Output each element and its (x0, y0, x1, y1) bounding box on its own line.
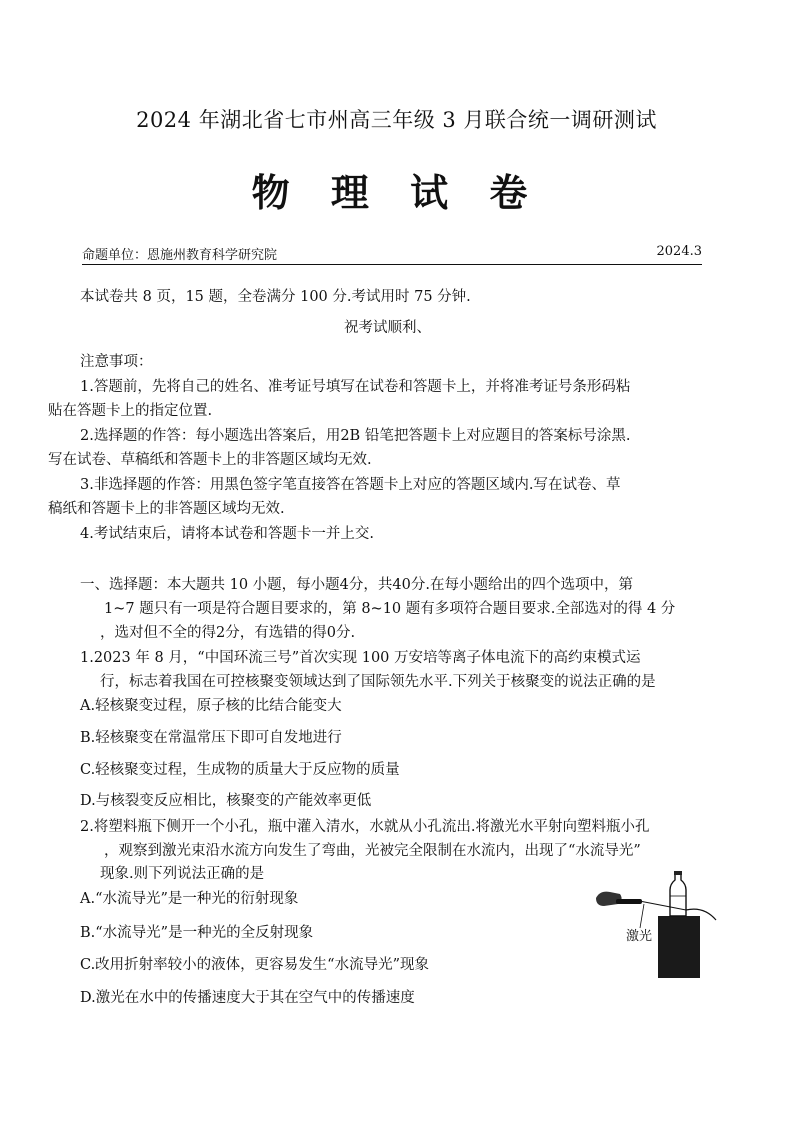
question-stem-cont: 现象.则下列说法正确的是 (100, 866, 265, 882)
option: B.轻核聚变在常温常压下即可自发地进行 (80, 730, 342, 746)
notice-item: 1.答题前，先将自己的姓名、准考证号填写在试卷和答题卡上，并将准考证号条形码粘 (80, 379, 631, 395)
good-luck-wish: 祝考试顺利、 (344, 320, 431, 336)
notice-item: 3.非选择题的作答：用黑色签字笔直接答在答题卡上对应的答题区域内.写在试卷、草 (80, 477, 621, 493)
question-stem-cont: 行，标志着我国在可控核聚变领域达到了国际领先水平.下列关于核聚变的说法正确的是 (100, 674, 656, 690)
author-unit: 命题单位：恩施州教育科学研究院 (82, 248, 278, 263)
option: B.“水流导光”是一种光的全反射现象 (80, 925, 314, 941)
laser-label: 激光 (626, 929, 653, 944)
notice-item-cont: 写在试卷、草稿纸和答题卡上的非答题区域均无效. (48, 452, 372, 468)
question-stem-cont: ，观察到激光束沿水流方向发生了弯曲，光被完全限制在水流内，出现了“水流导光” (104, 843, 641, 859)
question-stem: 2.将塑料瓶下侧开一个小孔，瓶中灌入清水，水就从小孔流出.将激光水平射向塑料瓶小孔 (80, 819, 650, 835)
subject-title: 物 理 试 卷 (251, 170, 542, 215)
notice-title: 注意事项： (80, 354, 153, 370)
exam-date: 2024.3 (656, 244, 702, 259)
exam-title: 2024 年湖北省七市州高三年级 3 月联合统一调研测试 (136, 108, 657, 132)
option: A.“水流导光”是一种光的衍射现象 (80, 891, 299, 907)
notice-item: 4.考试结束后，请将本试卷和答题卡一并上交. (80, 526, 374, 542)
option: A.轻核聚变过程，原子核的比结合能变大 (80, 698, 342, 714)
exam-summary: 本试卷共 8 页，15 题，全卷满分 100 分.考试用时 75 分钟. (80, 289, 471, 305)
option: C.改用折射率较小的液体，更容易发生“水流导光”现象 (80, 957, 430, 973)
meta-row (82, 244, 702, 265)
notice-item-cont: 稿纸和答题卡上的非答题区域均无效. (48, 501, 285, 517)
section-heading: 一、选择题：本大题共 10 小题，每小题4分，共40分.在每小题给出的四个选项中，第 (80, 577, 633, 593)
section-heading-cont: 1~7 题只有一项是符合题目要求的，第 8~10 题有多项符合题目要求.全部选对的得 4 分 (104, 601, 676, 617)
notice-item-cont: 贴在答题卡上的指定位置. (48, 403, 213, 419)
laser-bottle-figure (592, 868, 722, 980)
section-heading-cont: ，选对但不全的得2分，有选错的得0分. (100, 625, 356, 641)
option: D.与核裂变反应相比，核聚变的产能效率更低 (80, 793, 372, 809)
support-block (658, 916, 700, 978)
notice-item: 2.选择题的作答：每小题选出答案后，用2B 铅笔把答题卡上对应题目的答案标号涂黑. (80, 428, 631, 444)
laser-pointer (616, 899, 642, 904)
option: D.激光在水中的传播速度大于其在空气中的传播速度 (80, 990, 415, 1006)
option: C.轻核聚变过程，生成物的质量大于反应物的质量 (80, 762, 400, 778)
question-stem: 1.2023 年 8 月，“中国环流三号”首次实现 100 万安培等离子体电流下的高约束模式运 (80, 650, 641, 666)
